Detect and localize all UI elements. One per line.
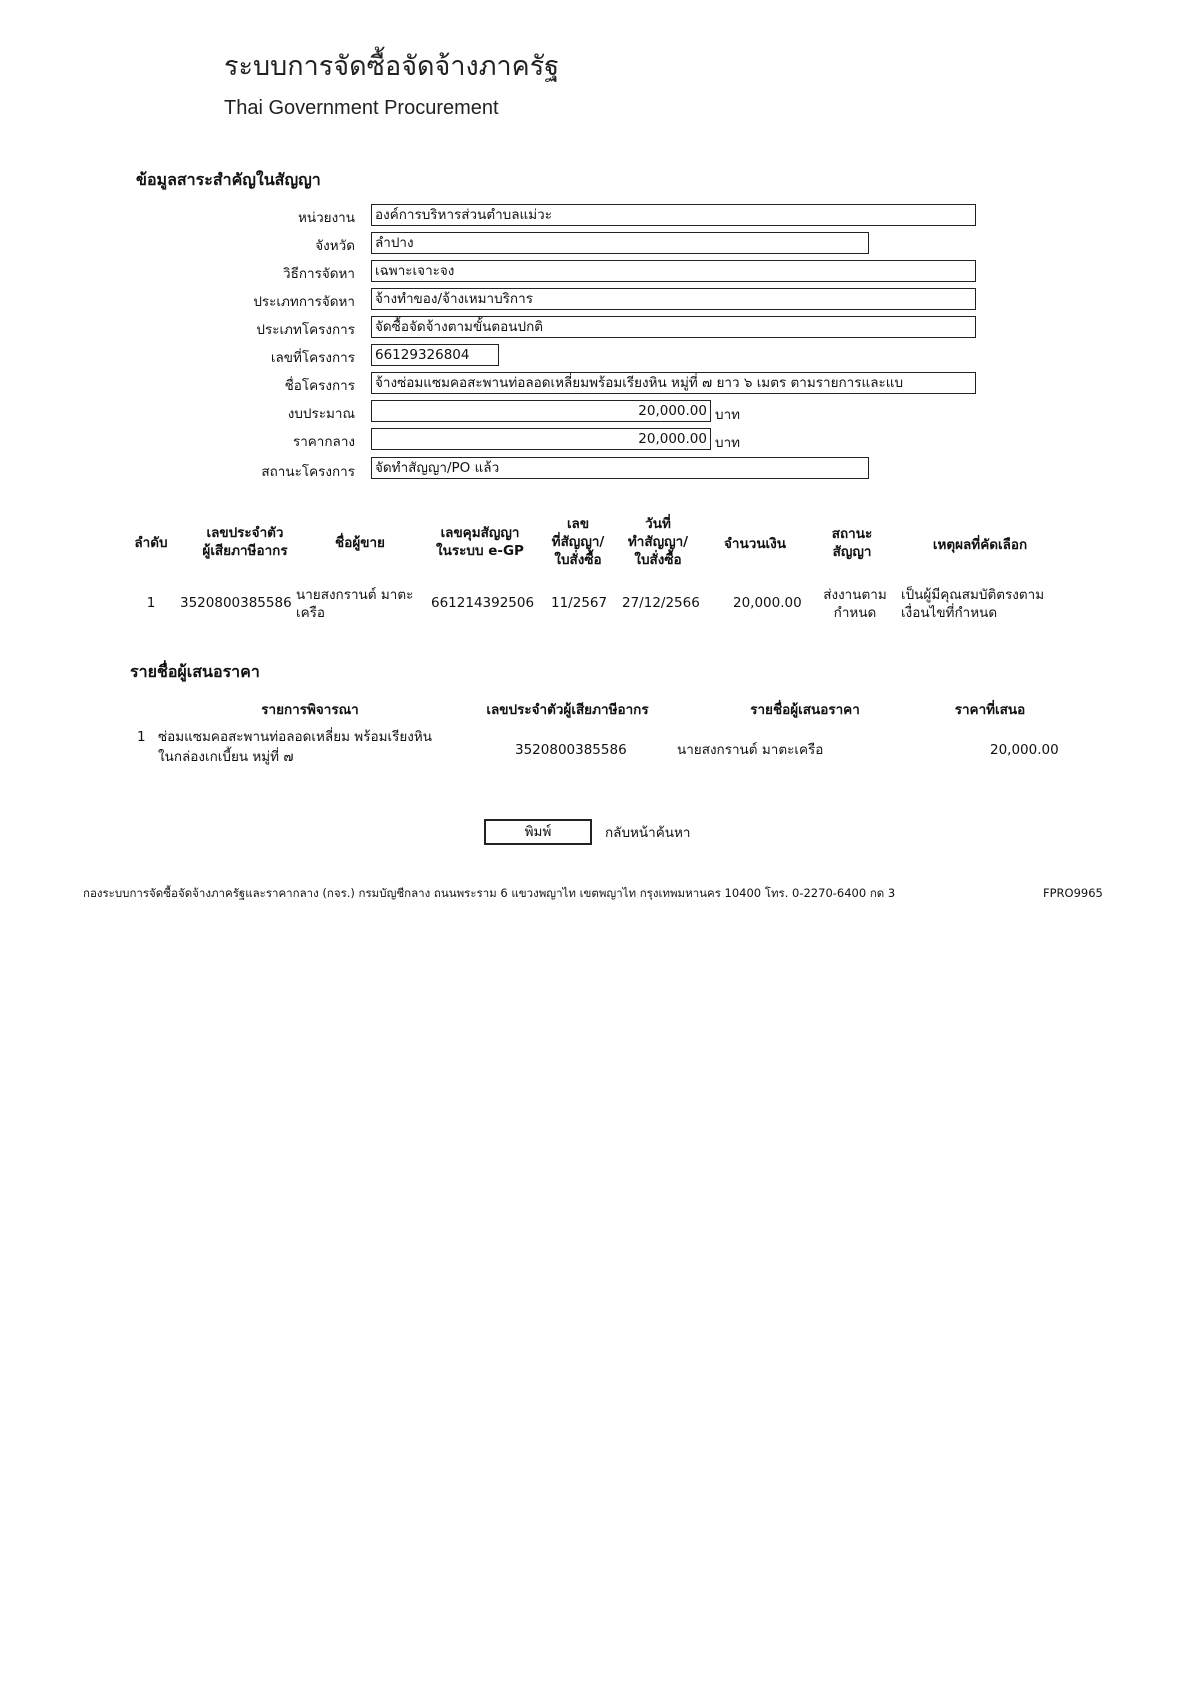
field-project-name: จ้างซ่อมแซมคอสะพานท่อลอดเหลี่ยมพร้อมเรียงหิน หมู่ที่ ๗ ยาว ๖ เมตร ตามรายการและแบ <box>371 372 976 394</box>
contract-row-no: 1 <box>146 595 156 611</box>
footer-address: กองระบบการจัดซื้อจัดจ้างภาครัฐและราคากลาง (กจร.) กรมบัญชีกลาง ถนนพระราม 6 แขวงพญาไท เขตพญาไท กรุงเทพมหานคร 10400 โทร. 0-2270-6400 กด 3 <box>83 886 896 900</box>
bidder-row-item: ซ่อมแซมคอสะพานท่อลอดเหลี่ยม พร้อมเรียงหิน ในกล่องเกเบี้ยน หมู่ที่ ๗ <box>158 729 432 765</box>
back-to-search-link[interactable]: กลับหน้าค้นหา <box>605 825 691 841</box>
field-label-province: จังหวัด <box>315 238 355 254</box>
th-contract-number: เลข ที่สัญญา/ ใบสั่งซื้อ <box>551 516 605 568</box>
field-label-project-name: ชื่อโครงการ <box>284 378 355 394</box>
field-label-budget: งบประมาณ <box>287 406 355 422</box>
system-title: ระบบการจัดซื้อจัดจ้างภาครัฐ <box>224 51 560 82</box>
contract-row-seller: นายสงกรานต์ มาตะ เครือ <box>296 587 414 621</box>
field-procurement-type: จ้างทำของ/จ้างเหมาบริการ <box>371 288 976 310</box>
field-label-project-type: ประเภทโครงการ <box>256 322 355 338</box>
bidders-heading: รายชื่อผู้เสนอราคา <box>130 662 260 681</box>
bidders-th-name: รายชื่อผู้เสนอราคา <box>750 702 860 718</box>
field-label-method: วิธีการจัดหา <box>283 266 355 282</box>
contract-row-amount: 20,000.00 <box>733 595 802 611</box>
system-subtitle: Thai Government Procurement <box>224 97 499 119</box>
field-project-type: จัดซื้อจัดจ้างตามขั้นตอนปกติ <box>371 316 976 338</box>
bidder-row-name: นายสงกรานต์ มาตะเครือ <box>677 742 824 758</box>
contract-row-status: ส่งงานตาม กำหนด <box>823 587 887 621</box>
th-amount: จำนวนเงิน <box>724 536 786 552</box>
th-no: ลำดับ <box>134 535 168 551</box>
footer-page-code: FPRO9965 <box>1043 886 1103 900</box>
field-label-project-status: สถานะโครงการ <box>261 464 355 480</box>
contract-row-tax-id: 3520800385586 <box>180 595 292 611</box>
budget-unit: บาท <box>715 407 741 423</box>
print-button[interactable]: พิมพ์ <box>484 819 592 845</box>
field-label-median-price: ราคากลาง <box>292 434 355 450</box>
th-seller: ชื่อผู้ขาย <box>335 535 385 551</box>
bidders-th-item: รายการพิจารณา <box>261 702 359 718</box>
contract-row-egp-number: 661214392506 <box>431 595 535 611</box>
bidders-th-price: ราคาที่เสนอ <box>954 702 1026 718</box>
field-budget: 20,000.00 <box>371 400 711 422</box>
field-province: ลำปาง <box>371 232 869 254</box>
th-contract-status: สถานะ สัญญา <box>831 526 873 560</box>
bidders-th-tax-id: เลขประจำตัวผู้เสียภาษีอากร <box>486 702 649 718</box>
field-label-procurement-type: ประเภทการจัดหา <box>253 294 355 310</box>
bidder-row-no: 1 <box>137 729 146 745</box>
th-contract-date: วันที่ ทำสัญญา/ ใบสั่งซื้อ <box>627 516 689 568</box>
th-tax-id: เลขประจำตัว ผู้เสียภาษีอากร <box>202 525 288 559</box>
median-price-unit: บาท <box>715 435 741 451</box>
contract-row-contract-number: 11/2567 <box>551 595 608 611</box>
summary-heading: ข้อมูลสาระสำคัญในสัญญา <box>136 170 321 189</box>
th-selection-reason: เหตุผลที่คัดเลือก <box>932 537 1028 553</box>
bidder-row-tax-id: 3520800385586 <box>515 742 627 758</box>
field-label-agency: หน่วยงาน <box>297 210 355 226</box>
th-egp-number: เลขคุมสัญญา ในระบบ e-GP <box>436 525 524 559</box>
bidder-row-price: 20,000.00 <box>990 742 1059 758</box>
field-agency: องค์การบริหารส่วนตำบลแม่วะ <box>371 204 976 226</box>
contract-row-date: 27/12/2566 <box>622 595 700 611</box>
field-median-price: 20,000.00 <box>371 428 711 450</box>
field-project-status: จัดทำสัญญา/PO แล้ว <box>371 457 869 479</box>
contract-row-reason: เป็นผู้มีคุณสมบัติตรงตาม เงื่อนไขที่กำหนด <box>901 587 1045 621</box>
field-method: เฉพาะเจาะจง <box>371 260 976 282</box>
field-label-project-number: เลขที่โครงการ <box>270 350 355 366</box>
field-project-number: 66129326804 <box>371 344 499 366</box>
